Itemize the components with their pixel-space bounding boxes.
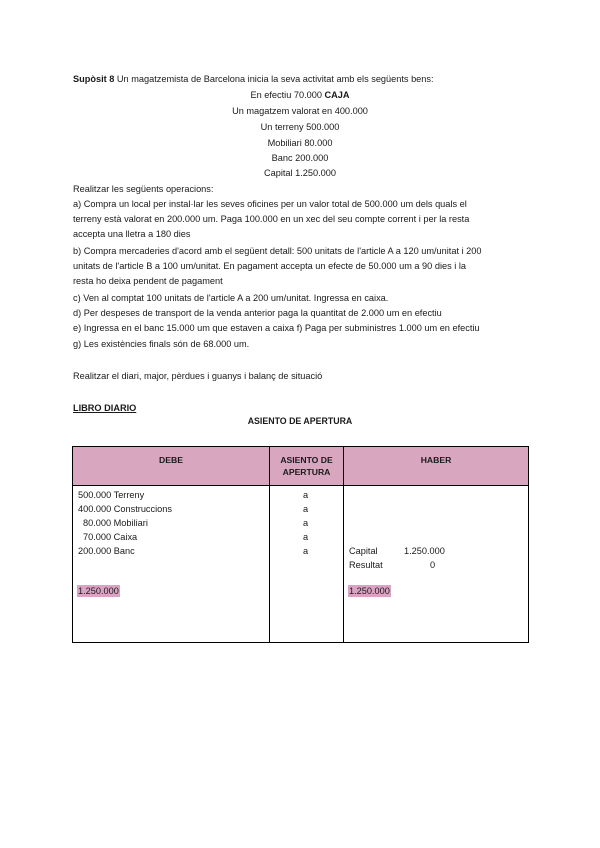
- haber-column: [344, 486, 529, 643]
- haber-total: 1.250.000: [349, 586, 390, 596]
- haber-label-resultat: Resultat: [349, 560, 383, 570]
- debe-entry: 200.000 Banc: [78, 546, 135, 556]
- operation-line: terreny està valorat en 200.000 um. Paga 100.000 en un xec del seu compte corrent i per la resta: [73, 214, 470, 224]
- asiento-apertura-title: ASIENTO DE APERTURA: [247, 416, 353, 426]
- asset-cash-label: CAJA: [324, 90, 350, 100]
- link-word: a: [303, 532, 309, 542]
- debe-entry: 500.000 Terreny: [78, 490, 145, 500]
- operation-line: c) Ven al comptat 100 unitats de l'article A a 200 um/unitat. Ingressa en caixa.: [73, 293, 389, 303]
- link-word: a: [303, 546, 309, 556]
- operation-line: a) Compra un local per instal·lar les seves oficines per un valor total de 500.000 um dels quals el: [73, 199, 467, 209]
- asset-line-bank: Banc 200.000: [271, 153, 329, 163]
- journal-table: [72, 446, 529, 643]
- link-word: a: [303, 518, 309, 528]
- debe-header: DEBE: [73, 447, 270, 486]
- asset-line-warehouse: Un magatzem valorat en 400.000: [232, 106, 368, 116]
- debe-entry: 70.000 Caixa: [83, 532, 138, 542]
- task-instruction: Realitzar el diari, major, pèrdues i guanys i balanç de situació: [73, 371, 323, 381]
- debe-total: 1.250.000: [78, 586, 119, 596]
- asset-line-capital: Capital 1.250.000: [263, 168, 337, 178]
- supposit-heading: [73, 73, 434, 86]
- haber-header: HABER: [344, 447, 529, 486]
- supposit-number: Supòsit 8: [73, 74, 115, 84]
- operation-line: e) Ingressa en el banc 15.000 um que estaven a caixa f) Paga per subministres 1.000 um en efectiu: [73, 323, 480, 333]
- operation-line: b) Compra mercaderies d'acord amb el següent detall: 500 unitats de l'article A a 120 um/unitat i 200: [73, 246, 482, 256]
- operation-line: g) Les existències finals són de 68.000 um.: [73, 339, 250, 349]
- link-word: a: [303, 490, 309, 500]
- operation-line: unitats de l'article B a 100 um/unitat. En pagament accepta un efecte de 50.000 um a 90 dies i la: [73, 261, 466, 271]
- asset-line-cash: En efectiu 70.000 CAJA: [250, 90, 350, 100]
- operation-line: d) Per despeses de transport de la venda anterior paga la quantitat de 2.000 um en efectiu: [73, 308, 442, 318]
- debe-entry: 80.000 Mobiliari: [83, 518, 148, 528]
- asiento-header: ASIENTO DE APERTURA: [270, 447, 344, 486]
- haber-label-capital: Capital: [349, 546, 378, 556]
- operation-line: accepta una lletra a 180 dies: [73, 229, 191, 239]
- supposit-statement: Un magatzemista de Barcelona inicia la seva activitat amb els següents bens:: [116, 74, 434, 84]
- debe-entry: 400.000 Construccions: [78, 504, 172, 514]
- asset-line-land: Un terreny 500.000: [260, 122, 340, 132]
- operation-line: resta ho deixa pendent de pagament: [73, 276, 223, 286]
- haber-value-capital: 1.250.000: [404, 546, 445, 556]
- haber-value-resultat: 0: [430, 560, 436, 570]
- asiento-column: [270, 486, 344, 643]
- debe-column: [73, 486, 270, 643]
- operations-heading: Realitzar les següents operacions:: [73, 184, 214, 194]
- asset-line-furniture: Mobiliari 80.000: [267, 138, 333, 148]
- journal-header-row: [73, 447, 529, 486]
- libro-diario-title: LIBRO DIARIO: [73, 403, 137, 413]
- link-word: a: [303, 504, 309, 514]
- journal-body-row: [73, 486, 529, 643]
